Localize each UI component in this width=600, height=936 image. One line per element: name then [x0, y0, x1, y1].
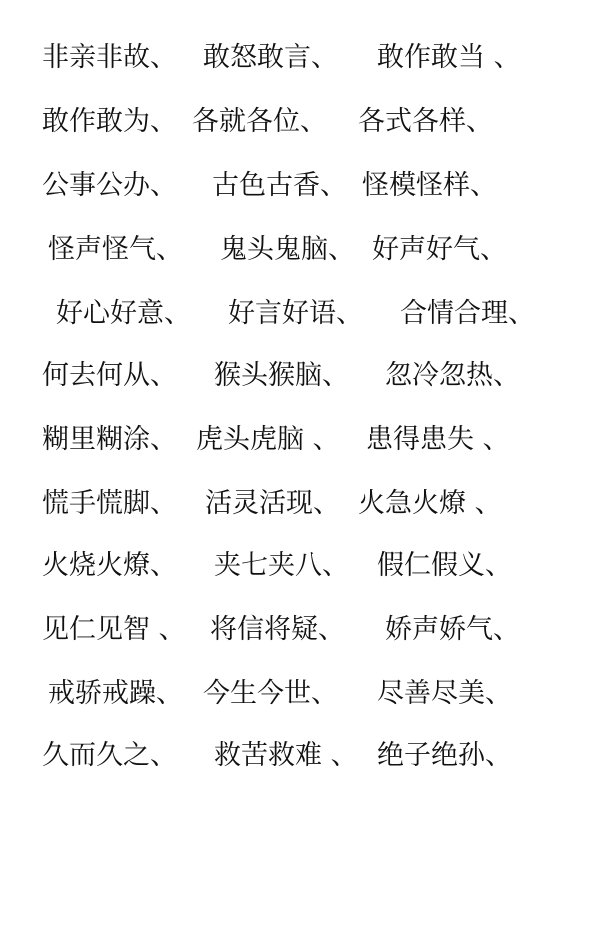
idiom-text: 虎头虎脑 、	[196, 424, 340, 455]
idiom-text: 活灵活现、	[205, 488, 340, 519]
idiom-text: 夹七夹八、	[214, 550, 349, 581]
idiom-text: 救苦救难 、	[214, 740, 358, 771]
idiom-text: 忽冷忽热、	[385, 360, 520, 391]
text-line	[0, 102, 600, 142]
idiom-text: 绝子绝孙、	[377, 740, 512, 771]
idiom-text: 敢作敢当 、	[377, 42, 521, 73]
idiom-text: 娇声娇气、	[385, 614, 520, 645]
idiom-text: 何去何从、	[42, 360, 177, 391]
idiom-text: 患得患失 、	[366, 424, 510, 455]
idiom-text: 猴头猴脑、	[214, 360, 349, 391]
idiom-text: 尽善尽美、	[377, 678, 512, 709]
text-line	[0, 736, 600, 776]
idiom-text: 各就各位、	[192, 106, 327, 137]
idiom-text: 见仁见智 、	[42, 614, 186, 645]
text-line	[0, 38, 600, 78]
idiom-text: 古色古香、	[212, 170, 347, 201]
idiom-text: 鬼头鬼脑、	[220, 234, 355, 265]
idiom-text: 各式各样、	[358, 106, 493, 137]
text-line	[0, 230, 600, 270]
text-line	[0, 610, 600, 650]
idiom-text: 今生今世、	[203, 678, 338, 709]
text-line	[0, 166, 600, 206]
idiom-text: 将信将疑、	[210, 614, 345, 645]
idiom-text: 敢作敢为、	[42, 106, 177, 137]
idiom-text: 慌手慌脚、	[42, 488, 177, 519]
text-line	[0, 674, 600, 714]
idiom-text: 公事公办、	[42, 170, 177, 201]
idiom-text: 合情合理、	[400, 298, 535, 329]
text-line	[0, 356, 600, 396]
text-line	[0, 484, 600, 524]
idiom-text: 久而久之、	[42, 740, 177, 771]
idiom-text: 怪声怪气、	[48, 234, 183, 265]
idiom-text: 糊里糊涂、	[42, 424, 177, 455]
idiom-text: 非亲非故、	[42, 42, 177, 73]
text-line	[0, 546, 600, 586]
idiom-text: 怪模怪样、	[362, 170, 497, 201]
idiom-text: 假仁假义、	[377, 550, 512, 581]
idiom-text: 好言好语、	[228, 298, 363, 329]
idiom-text: 火急火燎 、	[358, 488, 502, 519]
idiom-text: 好声好气、	[372, 234, 507, 265]
idiom-text: 火烧火燎、	[42, 550, 177, 581]
idiom-text: 戒骄戒躁、	[48, 678, 183, 709]
text-line	[0, 420, 600, 460]
idiom-text: 敢怒敢言、	[203, 42, 338, 73]
idiom-text: 好心好意、	[56, 298, 191, 329]
text-line	[0, 294, 600, 334]
